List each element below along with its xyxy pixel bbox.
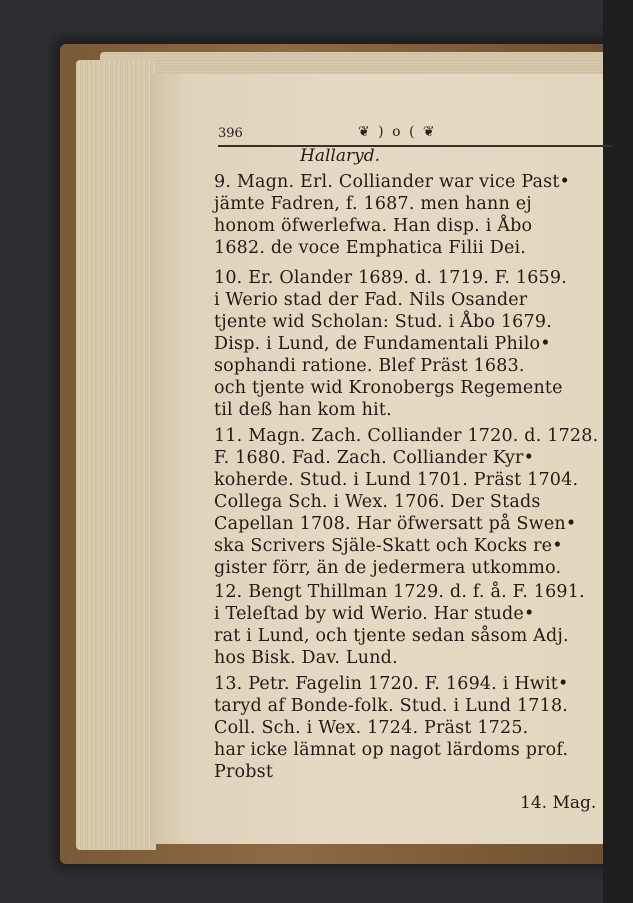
- text-line: 12. Bengt Thillman 1729. d. f. å. F. 1691.: [214, 582, 585, 602]
- text-line: sophandi ratione. Blef Präst 1683.: [214, 356, 525, 376]
- text-line: hos Bisk. Dav. Lund.: [214, 648, 398, 668]
- text-line: F. 1680. Fad. Zach. Colliander Kyr•: [214, 448, 535, 468]
- text-line: Coll. Sch. i Wex. 1724. Präst 1725.: [214, 718, 529, 738]
- header-ornament: ❦ ) o ( ❦: [358, 124, 437, 140]
- text-line: Disp. i Lund, de Fundamentali Philo•: [214, 334, 551, 354]
- text-line: jämte Fadren, f. 1687. men hann ej: [214, 194, 532, 214]
- text-line: Collega Sch. i Wex. 1706. Der Stads: [214, 492, 541, 512]
- text-line: gister förr, än de jedermera utkommo.: [214, 558, 562, 578]
- entry-text: [214, 172, 614, 832]
- text-line: honom öfwerlefwa. Han disp. i Åbo: [214, 216, 533, 236]
- text-line: koherde. Stud. i Lund 1701. Präst 1704.: [214, 470, 579, 490]
- text-line: har icke lämnat op nagot lärdoms prof.: [214, 740, 569, 760]
- text-line: i Werio stad der Fad. Nils Osander: [214, 290, 528, 310]
- catchword: 14. Mag.: [520, 793, 597, 813]
- text-line: tjente wid Scholan: Stud. i Åbo 1679.: [214, 312, 552, 332]
- header-rule: [218, 145, 612, 147]
- text-line: i Teleſtad by wid Werio. Har stude•: [214, 604, 535, 624]
- text-line: 11. Magn. Zach. Colliander 1720. d. 1728.: [214, 426, 599, 446]
- text-line: och tjente wid Kronobergs Regemente: [214, 378, 563, 398]
- text-line: 1682. de voce Emphatica Filii Dei.: [214, 238, 527, 258]
- text-line: Capellan 1708. Har öfwersatt på Swen•: [214, 514, 577, 534]
- page-number: 396: [218, 126, 243, 141]
- text-line: 13. Petr. Fagelin 1720. F. 1694. i Hwit•: [214, 674, 569, 694]
- running-head: [218, 122, 612, 148]
- text-line: ska Scrivers Själe-Skatt och Kocks re•: [214, 536, 563, 556]
- text-line: Probst: [214, 762, 274, 782]
- text-line: taryd af Bonde-folk. Stud. i Lund 1718.: [214, 696, 569, 716]
- page-side-edges: [76, 60, 156, 850]
- section-title: Hallaryd.: [300, 146, 380, 166]
- text-line: til deß han kom hit.: [214, 400, 392, 420]
- text-line: rat i Lund, och tjente sedan såsom Adj.: [214, 626, 569, 646]
- text-line: 10. Er. Olander 1689. d. 1719. F. 1659.: [214, 268, 567, 288]
- text-line: 9. Magn. Erl. Colliander war vice Past•: [214, 172, 571, 192]
